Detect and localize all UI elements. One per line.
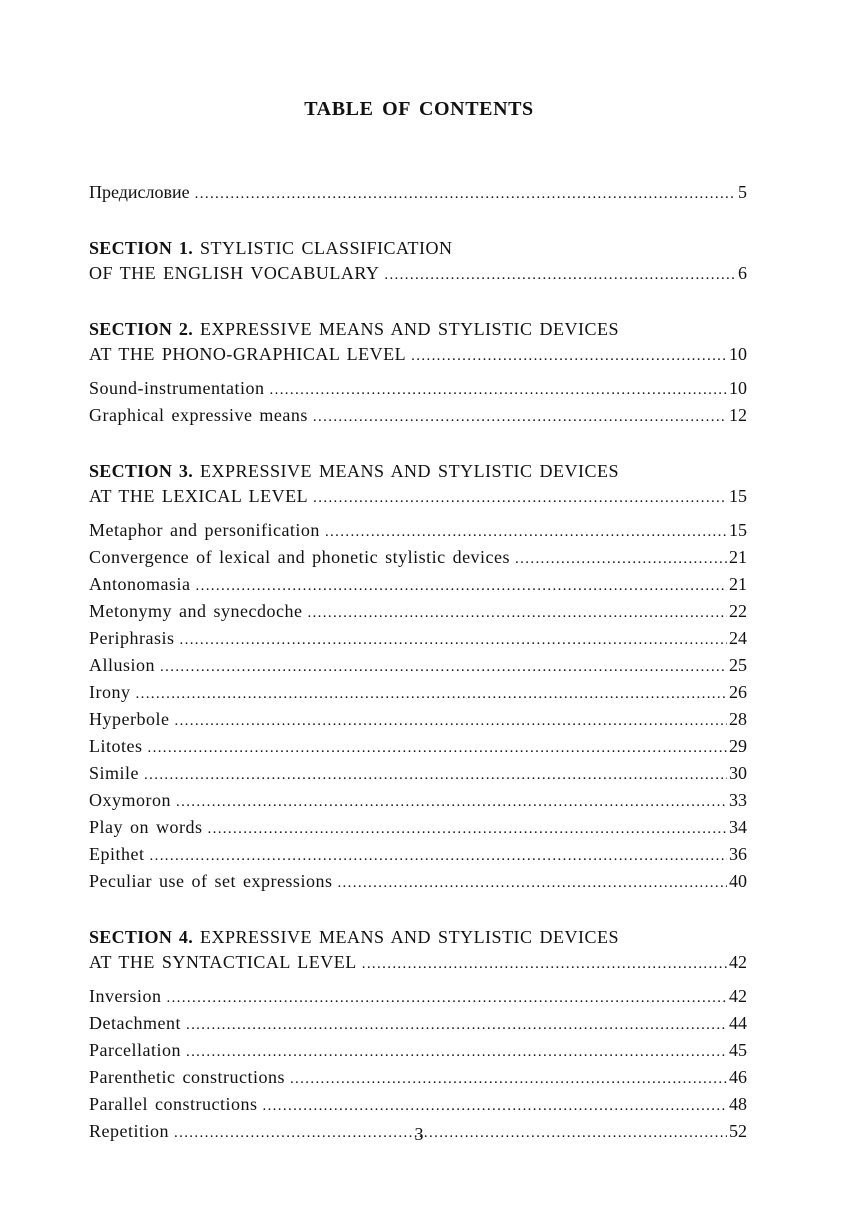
dot-leader xyxy=(208,815,728,842)
section-number: SECTION 1. xyxy=(89,238,194,258)
toc-section-3 xyxy=(89,459,747,896)
section-heading-line1[interactable] xyxy=(89,317,747,342)
toc-entry-label: Hyperbole xyxy=(89,709,170,729)
section-page: 15 xyxy=(729,486,747,506)
section-title-line1: STYLISTIC CLASSIFICATION xyxy=(200,238,453,258)
subsection-spacer xyxy=(89,511,747,518)
dot-leader xyxy=(337,869,727,896)
toc-entry-page: 44 xyxy=(729,1013,747,1033)
toc-entry-label: Play on words xyxy=(89,817,203,837)
toc-entry-page: 10 xyxy=(729,378,747,398)
toc-entry-label: Simile xyxy=(89,763,140,783)
toc-entry-label: Antonomasia xyxy=(89,574,191,594)
toc-entry[interactable] xyxy=(89,761,747,788)
toc-entry[interactable] xyxy=(89,572,747,599)
section-title-line2: AT THE PHONO-GRAPHICAL LEVEL xyxy=(89,344,407,364)
toc-entry-label: Metonymy and synecdoche xyxy=(89,601,303,621)
toc-entry-label: Sound-instrumentation xyxy=(89,378,265,398)
toc-entry-page: 26 xyxy=(729,682,747,702)
section-heading-line2[interactable] xyxy=(89,484,747,511)
dot-leader xyxy=(411,342,727,369)
section-page: 6 xyxy=(738,263,747,283)
toc-entry-page: 29 xyxy=(729,736,747,756)
dot-leader xyxy=(174,707,727,734)
section-heading-line2[interactable] xyxy=(89,261,747,288)
dot-leader xyxy=(166,984,727,1011)
section-spacer xyxy=(89,896,747,925)
toc-entry[interactable] xyxy=(89,403,747,430)
section-heading-line1[interactable] xyxy=(89,236,747,261)
toc-entry[interactable] xyxy=(89,734,747,761)
toc-entry[interactable] xyxy=(89,707,747,734)
toc-section-2 xyxy=(89,317,747,430)
dot-leader xyxy=(186,1038,727,1065)
dot-leader xyxy=(313,484,727,511)
toc-entry[interactable] xyxy=(89,680,747,707)
dot-leader xyxy=(515,545,727,572)
dot-leader xyxy=(195,180,736,207)
toc-entry-label: Metaphor and personification xyxy=(89,520,320,540)
toc-entry-page: 48 xyxy=(729,1094,747,1114)
toc-entry-page: 36 xyxy=(729,844,747,864)
toc-entry-label: Litotes xyxy=(89,736,143,756)
toc-entry-page: 21 xyxy=(729,547,747,567)
section-title-line2: AT THE LEXICAL LEVEL xyxy=(89,486,309,506)
toc-entry-page: 25 xyxy=(729,655,747,675)
toc-entry[interactable] xyxy=(89,788,747,815)
section-page: 10 xyxy=(729,344,747,364)
subsection-spacer xyxy=(89,977,747,984)
toc-section-4 xyxy=(89,925,747,1146)
toc-entry-label: Repetition xyxy=(89,1121,169,1141)
dot-leader xyxy=(150,842,728,869)
toc-entry-label: Parenthetic constructions xyxy=(89,1067,285,1087)
toc-entry[interactable] xyxy=(89,1092,747,1119)
section-title-line2: OF THE ENGLISH VOCABULARY xyxy=(89,263,380,283)
toc-entry-label: Graphical expressive means xyxy=(89,405,308,425)
toc-entry-label: Irony xyxy=(89,682,131,702)
section-number: SECTION 2. xyxy=(89,319,194,339)
toc-entry-label: Inversion xyxy=(89,986,162,1006)
toc-entry-page: 34 xyxy=(729,817,747,837)
dot-leader xyxy=(196,572,728,599)
toc-entry-page: 5 xyxy=(738,182,747,202)
toc-entry-preface[interactable] xyxy=(89,180,747,207)
toc-entry-page: 21 xyxy=(729,574,747,594)
page-title: TABLE OF CONTENTS xyxy=(304,98,534,120)
dot-leader xyxy=(136,680,728,707)
toc-entry[interactable] xyxy=(89,626,747,653)
toc-entry-label: Предисловие xyxy=(89,182,190,202)
dot-leader xyxy=(325,518,727,545)
section-spacer xyxy=(89,288,747,317)
section-heading-line1[interactable] xyxy=(89,925,747,950)
toc-entry[interactable] xyxy=(89,545,747,572)
toc-entry-label: Parallel constructions xyxy=(89,1094,258,1114)
table-of-contents xyxy=(89,180,747,1146)
dot-leader xyxy=(307,599,727,626)
dot-leader xyxy=(144,761,727,788)
toc-entry-page: 28 xyxy=(729,709,747,729)
toc-entry[interactable] xyxy=(89,1065,747,1092)
toc-entry-label: Epithet xyxy=(89,844,145,864)
toc-entry-page: 30 xyxy=(729,763,747,783)
toc-entry[interactable] xyxy=(89,1038,747,1065)
toc-entry[interactable] xyxy=(89,518,747,545)
toc-entry-page: 46 xyxy=(729,1067,747,1087)
toc-entry[interactable] xyxy=(89,376,747,403)
section-page: 42 xyxy=(729,952,747,972)
section-heading-line1[interactable] xyxy=(89,459,747,484)
toc-entry[interactable] xyxy=(89,1011,747,1038)
dot-leader xyxy=(270,376,728,403)
toc-entry-label: Oxymoron xyxy=(89,790,171,810)
section-title-line1: EXPRESSIVE MEANS AND STYLISTIC DEVICES xyxy=(200,927,620,947)
toc-entry[interactable] xyxy=(89,653,747,680)
dot-leader xyxy=(176,788,727,815)
dot-leader xyxy=(384,261,736,288)
toc-entry[interactable] xyxy=(89,842,747,869)
toc-entry-page: 40 xyxy=(729,871,747,891)
section-spacer xyxy=(89,207,747,236)
toc-entry-page: 52 xyxy=(729,1121,747,1141)
toc-entry-label: Detachment xyxy=(89,1013,181,1033)
page-number: 3 xyxy=(414,1124,424,1144)
toc-entry-page: 24 xyxy=(729,628,747,648)
toc-entry-page: 12 xyxy=(729,405,747,425)
toc-entry-label: Periphrasis xyxy=(89,628,175,648)
toc-entry-label: Allusion xyxy=(89,655,156,675)
toc-entry-label: Peculiar use of set expressions xyxy=(89,871,333,891)
dot-leader xyxy=(180,626,728,653)
dot-leader xyxy=(186,1011,727,1038)
section-number: SECTION 4. xyxy=(89,927,194,947)
toc-entry-page: 15 xyxy=(729,520,747,540)
toc-entry-page: 45 xyxy=(729,1040,747,1060)
toc-section-1 xyxy=(89,236,747,288)
section-title-line1: EXPRESSIVE MEANS AND STYLISTIC DEVICES xyxy=(200,461,620,481)
toc-entry[interactable] xyxy=(89,599,747,626)
section-number: SECTION 3. xyxy=(89,461,194,481)
toc-entry-page: 42 xyxy=(729,986,747,1006)
toc-entry-page: 22 xyxy=(729,601,747,621)
dot-leader xyxy=(148,734,728,761)
toc-entry-page: 33 xyxy=(729,790,747,810)
dot-leader xyxy=(290,1065,727,1092)
section-title-line1: EXPRESSIVE MEANS AND STYLISTIC DEVICES xyxy=(200,319,620,339)
toc-entry[interactable] xyxy=(89,869,747,896)
dot-leader xyxy=(262,1092,727,1119)
dot-leader xyxy=(160,653,727,680)
section-heading-line2[interactable] xyxy=(89,950,747,977)
dot-leader xyxy=(362,950,727,977)
subsection-spacer xyxy=(89,369,747,376)
toc-entry[interactable] xyxy=(89,984,747,1011)
toc-entry[interactable] xyxy=(89,815,747,842)
toc-entry-label: Convergence of lexical and phonetic stylistic devices xyxy=(89,547,511,567)
section-spacer xyxy=(89,430,747,459)
dot-leader xyxy=(313,403,727,430)
section-heading-line2[interactable] xyxy=(89,342,747,369)
section-title-line2: AT THE SYNTACTICAL LEVEL xyxy=(89,952,357,972)
toc-entry-label: Parcellation xyxy=(89,1040,181,1060)
